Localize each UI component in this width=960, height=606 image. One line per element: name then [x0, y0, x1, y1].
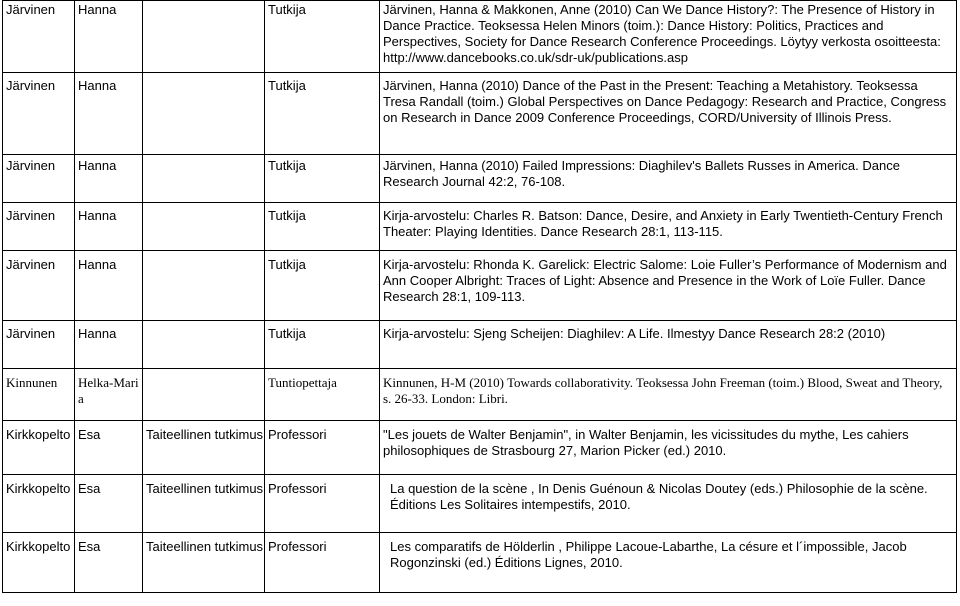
job-title-cell: Tutkija — [265, 203, 380, 251]
publication-cell: Järvinen, Hanna & Makkonen, Anne (2010) Can We Dance History?: The Presence of History in Dance Practice. Teoksessa Helen Minors (toim.): Dance History: Politics, Practices and Perspectives, Society for Dance Research Conference Proceedings. Löytyy verkosta osoitteesta: http://www.dancebooks.co.uk/sdr-uk/publications.asp — [380, 1, 957, 73]
last-name-cell: Kirkkopelto — [3, 421, 75, 475]
table-row — [3, 1, 957, 73]
last-name-cell: Järvinen — [3, 155, 75, 203]
publication-cell: "Les jouets de Walter Benjamin", in Walter Benjamin, les vicissitudes du mythe, Les cahiers philosophiques de Strasbourg 27, Marion Picker (ed.) 2010. — [380, 421, 957, 475]
table-row — [3, 321, 957, 369]
first-name-cell: Esa — [75, 475, 143, 533]
publication-text: La question de la scène , In Denis Guénoun & Nicolas Doutey (eds.) Philosophie de la scène. Éditions Les Solitaires intempestifs, 2010. — [390, 481, 928, 512]
first-name-cell: Helka-Maria — [75, 369, 143, 421]
table-row — [3, 251, 957, 321]
first-name-cell: Esa — [75, 533, 143, 593]
table-row — [3, 421, 957, 475]
publication-cell: Järvinen, Hanna (2010) Failed Impressions: Diaghilev's Ballets Russes in America. Dance Research Journal 42:2, 76-108. — [380, 155, 957, 203]
table-row — [3, 475, 957, 533]
publications-table — [2, 0, 957, 593]
department-cell: Taiteellinen tutkimus — [143, 533, 265, 593]
first-name-cell: Hanna — [75, 1, 143, 73]
last-name-cell: Kirkkopelto — [3, 475, 75, 533]
publication-cell: Kinnunen, H-M (2010) Towards collaborativity. Teoksessa John Freeman (toim.) Blood, Sweat and Theory, s. 26-33. London: Libri. — [380, 369, 957, 421]
table-row — [3, 533, 957, 593]
publication-cell: Kirja-arvostelu: Charles R. Batson: Dance, Desire, and Anxiety in Early Twentieth-Century French Theater: Playing Identities. Dance Research 28:1, 113-115. — [380, 203, 957, 251]
department-cell — [143, 251, 265, 321]
first-name-cell: Hanna — [75, 155, 143, 203]
department-cell — [143, 369, 265, 421]
job-title-cell: Tuntiopettaja — [265, 369, 380, 421]
last-name-cell: Järvinen — [3, 1, 75, 73]
job-title-cell: Tutkija — [265, 155, 380, 203]
first-name-cell: Hanna — [75, 73, 143, 155]
first-name-cell: Hanna — [75, 203, 143, 251]
department-cell — [143, 203, 265, 251]
table-row — [3, 369, 957, 421]
last-name-cell: Kirkkopelto — [3, 533, 75, 593]
table-row — [3, 73, 957, 155]
department-cell — [143, 321, 265, 369]
job-title-cell: Tutkija — [265, 321, 380, 369]
last-name-cell: Kinnunen — [3, 369, 75, 421]
job-title-cell: Tutkija — [265, 73, 380, 155]
department-cell: Taiteellinen tutkimus — [143, 421, 265, 475]
publication-cell: Järvinen, Hanna (2010) Dance of the Past in the Present: Teaching a Metahistory. Teoksessa Tresa Randall (toim.) Global Perspectives on Dance Pedagogy: Research and Practice, Congress on Research in Dance 2009 Conference Proceedings, CORD/University of Illinois Press. — [380, 73, 957, 155]
job-title-cell: Tutkija — [265, 1, 380, 73]
table-row — [3, 203, 957, 251]
publication-text: Les comparatifs de Hölderlin , Philippe Lacoue-Labarthe, La césure et l´impossible, Jacob Rogonzinski (ed.) Éditions Lignes, 2010. — [390, 539, 907, 570]
publication-cell: Kirja-arvostelu: Rhonda K. Garelick: Electric Salome: Loie Fuller’s Performance of Modernism and Ann Cooper Albright: Traces of Light: Absence and Presence in the Work of Loïe Fuller. Dance Research 28:1, 109-113. — [380, 251, 957, 321]
department-cell — [143, 73, 265, 155]
department-cell — [143, 1, 265, 73]
job-title-cell: Professori — [265, 475, 380, 533]
job-title-cell: Professori — [265, 533, 380, 593]
job-title-cell: Professori — [265, 421, 380, 475]
last-name-cell: Järvinen — [3, 321, 75, 369]
publication-cell: Kirja-arvostelu: Sjeng Scheijen: Diaghilev: A Life. Ilmestyy Dance Research 28:2 (2010) — [380, 321, 957, 369]
first-name-cell: Hanna — [75, 251, 143, 321]
last-name-cell: Järvinen — [3, 251, 75, 321]
first-name-cell: Esa — [75, 421, 143, 475]
job-title-cell: Tutkija — [265, 251, 380, 321]
last-name-cell: Järvinen — [3, 73, 75, 155]
table-row — [3, 155, 957, 203]
department-cell: Taiteellinen tutkimus — [143, 475, 265, 533]
publication-cell — [380, 475, 957, 533]
last-name-cell: Järvinen — [3, 203, 75, 251]
department-cell — [143, 155, 265, 203]
publication-cell — [380, 533, 957, 593]
first-name-cell: Hanna — [75, 321, 143, 369]
